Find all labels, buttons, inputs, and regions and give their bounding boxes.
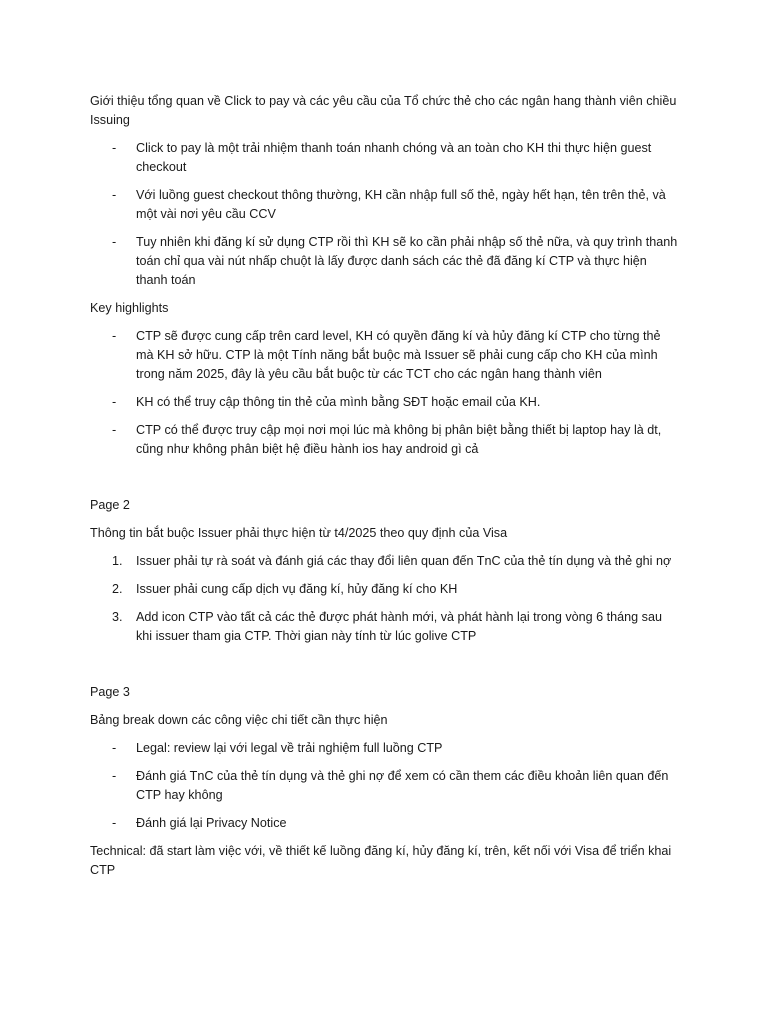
document-page xyxy=(90,92,680,889)
intro-heading: Giới thiệu tổng quan về Click to pay và các yêu cầu của Tổ chức thẻ cho các ngân hang thành viên chiều Issuing xyxy=(90,94,677,127)
page3-list xyxy=(90,739,680,833)
list-item-text: Tuy nhiên khi đăng kí sử dụng CTP rồi thì KH sẽ ko cần phải nhập số thẻ nữa, và quy trình thanh toán chỉ qua vài nút nhấp chuột là lấy được danh sách các thẻ đã đăng kí CTP và thực hiện thanh toán xyxy=(136,235,678,287)
list-item xyxy=(90,739,680,758)
list-item xyxy=(90,421,680,459)
page3-heading: Bảng break down các công việc chi tiết cần thực hiện xyxy=(90,713,388,727)
highlights-list xyxy=(90,327,680,459)
dash-marker: - xyxy=(112,395,117,409)
list-item-text: Issuer phải tự rà soát và đánh giá các thay đổi liên quan đến TnC của thẻ tín dụng và thẻ ghi nợ xyxy=(136,554,672,568)
page3-technical: Technical: đã start làm việc với, về thiết kế luồng đăng kí, hủy đăng kí, trên, kết nối với Visa để triển khai CTP xyxy=(90,844,672,877)
page2-heading: Thông tin bắt buộc Issuer phải thực hiện từ t4/2025 theo quy định của Visa xyxy=(90,526,508,540)
list-item xyxy=(90,580,680,599)
blank-line xyxy=(90,468,680,487)
list-item-text: KH có thể truy cập thông tin thẻ của mình bằng SĐT hoặc email của KH. xyxy=(136,395,541,409)
number-marker: 3. xyxy=(112,610,123,624)
list-item xyxy=(90,814,680,833)
list-item-text: Issuer phải cung cấp dịch vụ đăng kí, hủy đăng kí cho KH xyxy=(136,582,458,596)
list-item-text: Với luồng guest checkout thông thường, KH cần nhập full số thẻ, ngày hết hạn, tên trên thẻ, và một vài nơi yêu cầu CCV xyxy=(136,188,666,221)
list-item xyxy=(90,139,680,177)
list-item-text: Đánh giá lại Privacy Notice xyxy=(136,816,287,830)
highlights-heading: Key highlights xyxy=(90,301,169,315)
number-marker: 1. xyxy=(112,554,123,568)
list-item xyxy=(90,393,680,412)
page3-label: Page 3 xyxy=(90,685,130,699)
list-item xyxy=(90,608,680,646)
page2-list xyxy=(90,552,680,646)
page2-label: Page 2 xyxy=(90,498,130,512)
list-item xyxy=(90,186,680,224)
dash-marker: - xyxy=(112,423,117,437)
dash-marker: - xyxy=(112,816,117,830)
dash-marker: - xyxy=(112,329,117,343)
list-item-text: Add icon CTP vào tất cả các thẻ được phát hành mới, và phát hành lại trong vòng 6 tháng sau khi issuer tham gia CTP. Thời gian này tính từ lúc golive CTP xyxy=(136,610,662,643)
list-item-text: Click to pay là một trải nhiệm thanh toán nhanh chóng và an toàn cho KH thi thực hiện guest checkout xyxy=(136,141,652,174)
list-item xyxy=(90,327,680,384)
list-item xyxy=(90,552,680,571)
blank-line xyxy=(90,655,680,674)
dash-marker: - xyxy=(112,188,117,202)
list-item-text: Legal: review lại với legal về trải nghiệm full luồng CTP xyxy=(136,741,443,755)
intro-list xyxy=(90,139,680,290)
number-marker: 2. xyxy=(112,582,123,596)
list-item-text: CTP sẽ được cung cấp trên card level, KH có quyền đăng kí và hủy đăng kí CTP cho từng thẻ mà KH sở hữu. CTP là một Tính năng bắt buộc mà Issuer sẽ phải cung cấp cho KH của mình trong năm 2025, đây là yêu cầu bắt buộc từ các TCT cho các ngân hang thành viên xyxy=(136,329,661,381)
list-item-text: Đánh giá TnC của thẻ tín dụng và thẻ ghi nợ để xem có cần them các điều khoản liên quan đến CTP hay không xyxy=(136,769,669,802)
dash-marker: - xyxy=(112,769,117,783)
list-item xyxy=(90,767,680,805)
list-item-text: CTP có thể được truy cập mọi nơi mọi lúc mà không bị phân biệt bằng thiết bị laptop hay là dt, cũng như không phân biệt hệ điều hành ios hay android gì cả xyxy=(136,423,662,456)
dash-marker: - xyxy=(112,141,117,155)
dash-marker: - xyxy=(112,235,117,249)
list-item xyxy=(90,233,680,290)
dash-marker: - xyxy=(112,741,117,755)
